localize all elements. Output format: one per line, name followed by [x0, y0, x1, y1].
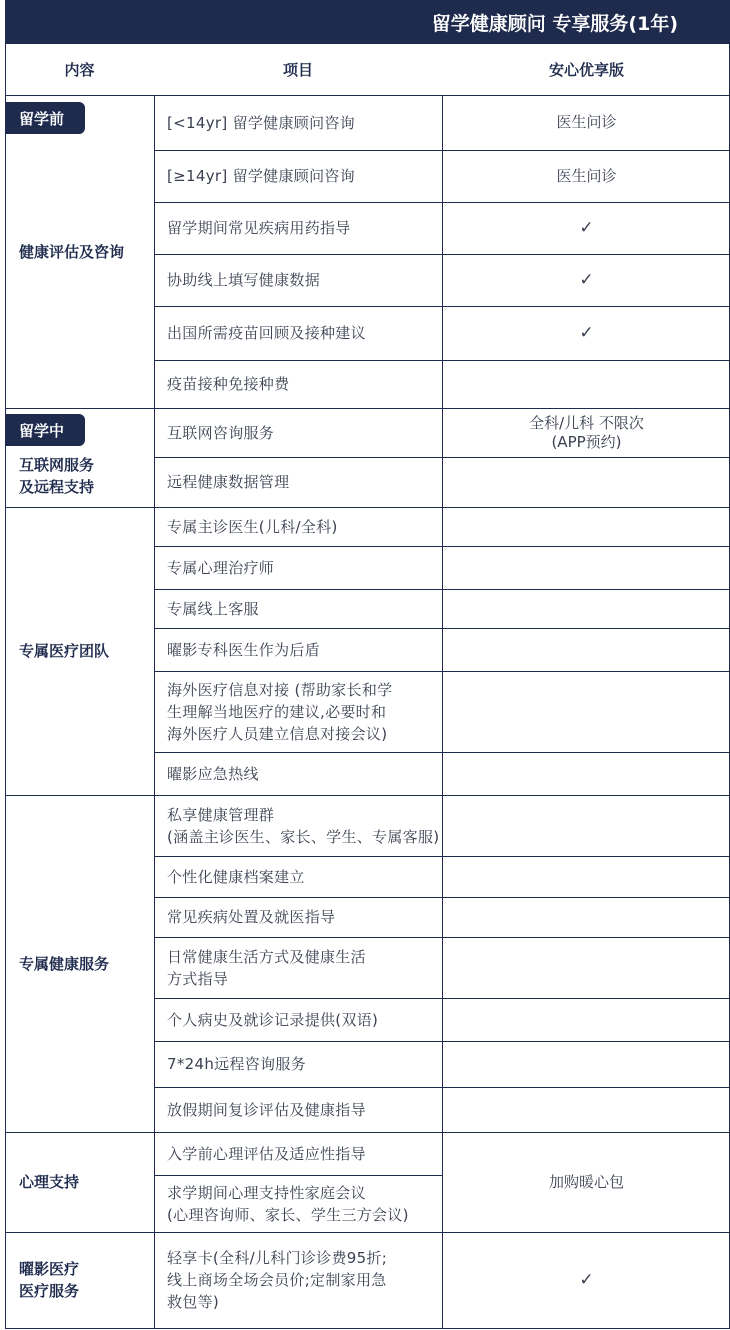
header-content: 内容 — [64, 61, 95, 79]
row-item-label: 疫苗接种免接种费 — [167, 375, 290, 393]
row-item-label: 专属心理治疗师 — [167, 558, 275, 577]
stage-badge-during: 留学中 — [5, 414, 85, 446]
row-item-label: [<14yr] 留学健康顾问咨询 — [167, 113, 355, 132]
row-item-label: 放假期间复诊评估及健康指导 — [167, 1100, 366, 1119]
header-item: 项目 — [282, 61, 313, 79]
row-item-label: 专属线上客服 — [167, 599, 259, 618]
row-item-label: 海外医疗信息对接 (帮助家长和学 生理解当地医疗的建议,必要时和 海外医疗人员建立信息对接会议) — [167, 680, 393, 743]
row-plan-value: 医生问诊 — [556, 166, 617, 185]
row-item-label: 7*24h远程咨询服务 — [167, 1055, 306, 1073]
category-label: 互联网服务 及远程支持 — [19, 455, 95, 496]
row-plan-value: 全科/儿科 不限次 (APP预约) — [529, 413, 644, 451]
row-item-label: 曜影专科医生作为后盾 — [167, 640, 321, 659]
grid-hline — [5, 1328, 730, 1329]
check-icon: ✓ — [579, 322, 594, 343]
row-item-label: 出国所需疫苗回顾及接种建议 — [167, 324, 366, 342]
row-item-label: 入学前心理评估及适应性指导 — [167, 1144, 366, 1163]
row-item-label: 个人病史及就诊记录提供(双语) — [167, 1010, 379, 1029]
check-icon: ✓ — [579, 269, 594, 290]
row-item-label: 互联网咨询服务 — [167, 423, 275, 442]
row-plan-value: 医生问诊 — [556, 113, 617, 131]
row-item-label: 私享健康管理群 (涵盖主诊医生、家长、学生、专属客服) — [167, 805, 440, 846]
category-label: 专属健康服务 — [19, 954, 110, 973]
category-label: 健康评估及咨询 — [19, 242, 125, 261]
row-item-label: 常见疾病处置及就医指导 — [167, 908, 336, 926]
row-item-label: 日常健康生活方式及健康生活 方式指导 — [167, 947, 366, 988]
category-label: 心理支持 — [19, 1173, 80, 1191]
row-item-label: 留学期间常见疾病用药指导 — [167, 219, 351, 237]
row-item-label: 专属主诊医生(儿科/全科) — [167, 517, 338, 536]
category-label: 曜影医疗 医疗服务 — [19, 1260, 80, 1300]
row-item-label: 协助线上填写健康数据 — [167, 271, 321, 289]
row-item-label: 求学期间心理支持性家庭会议 (心理咨询师、家长、学生三方会议) — [167, 1183, 409, 1224]
merged-plan-value: 加购暖心包 — [548, 1172, 624, 1191]
header-plan: 安心优享版 — [548, 61, 624, 79]
row-item-label: [≥14yr] 留学健康顾问咨询 — [167, 167, 355, 185]
table-title: 留学健康顾问 专享服务(1年) — [5, 0, 730, 44]
stage-badge-before: 留学前 — [5, 102, 85, 134]
row-item-label: 轻享卡(全科/儿科门诊诊费95折; 线上商场全场会员价;定制家用急 救包等) — [167, 1249, 388, 1311]
category-label: 专属医疗团队 — [19, 642, 110, 660]
row-item-label: 曜影应急热线 — [167, 764, 259, 783]
row-item-label: 个性化健康档案建立 — [167, 867, 305, 886]
check-icon: ✓ — [579, 217, 594, 238]
check-icon: ✓ — [579, 1269, 594, 1290]
row-item-label: 远程健康数据管理 — [167, 473, 290, 491]
